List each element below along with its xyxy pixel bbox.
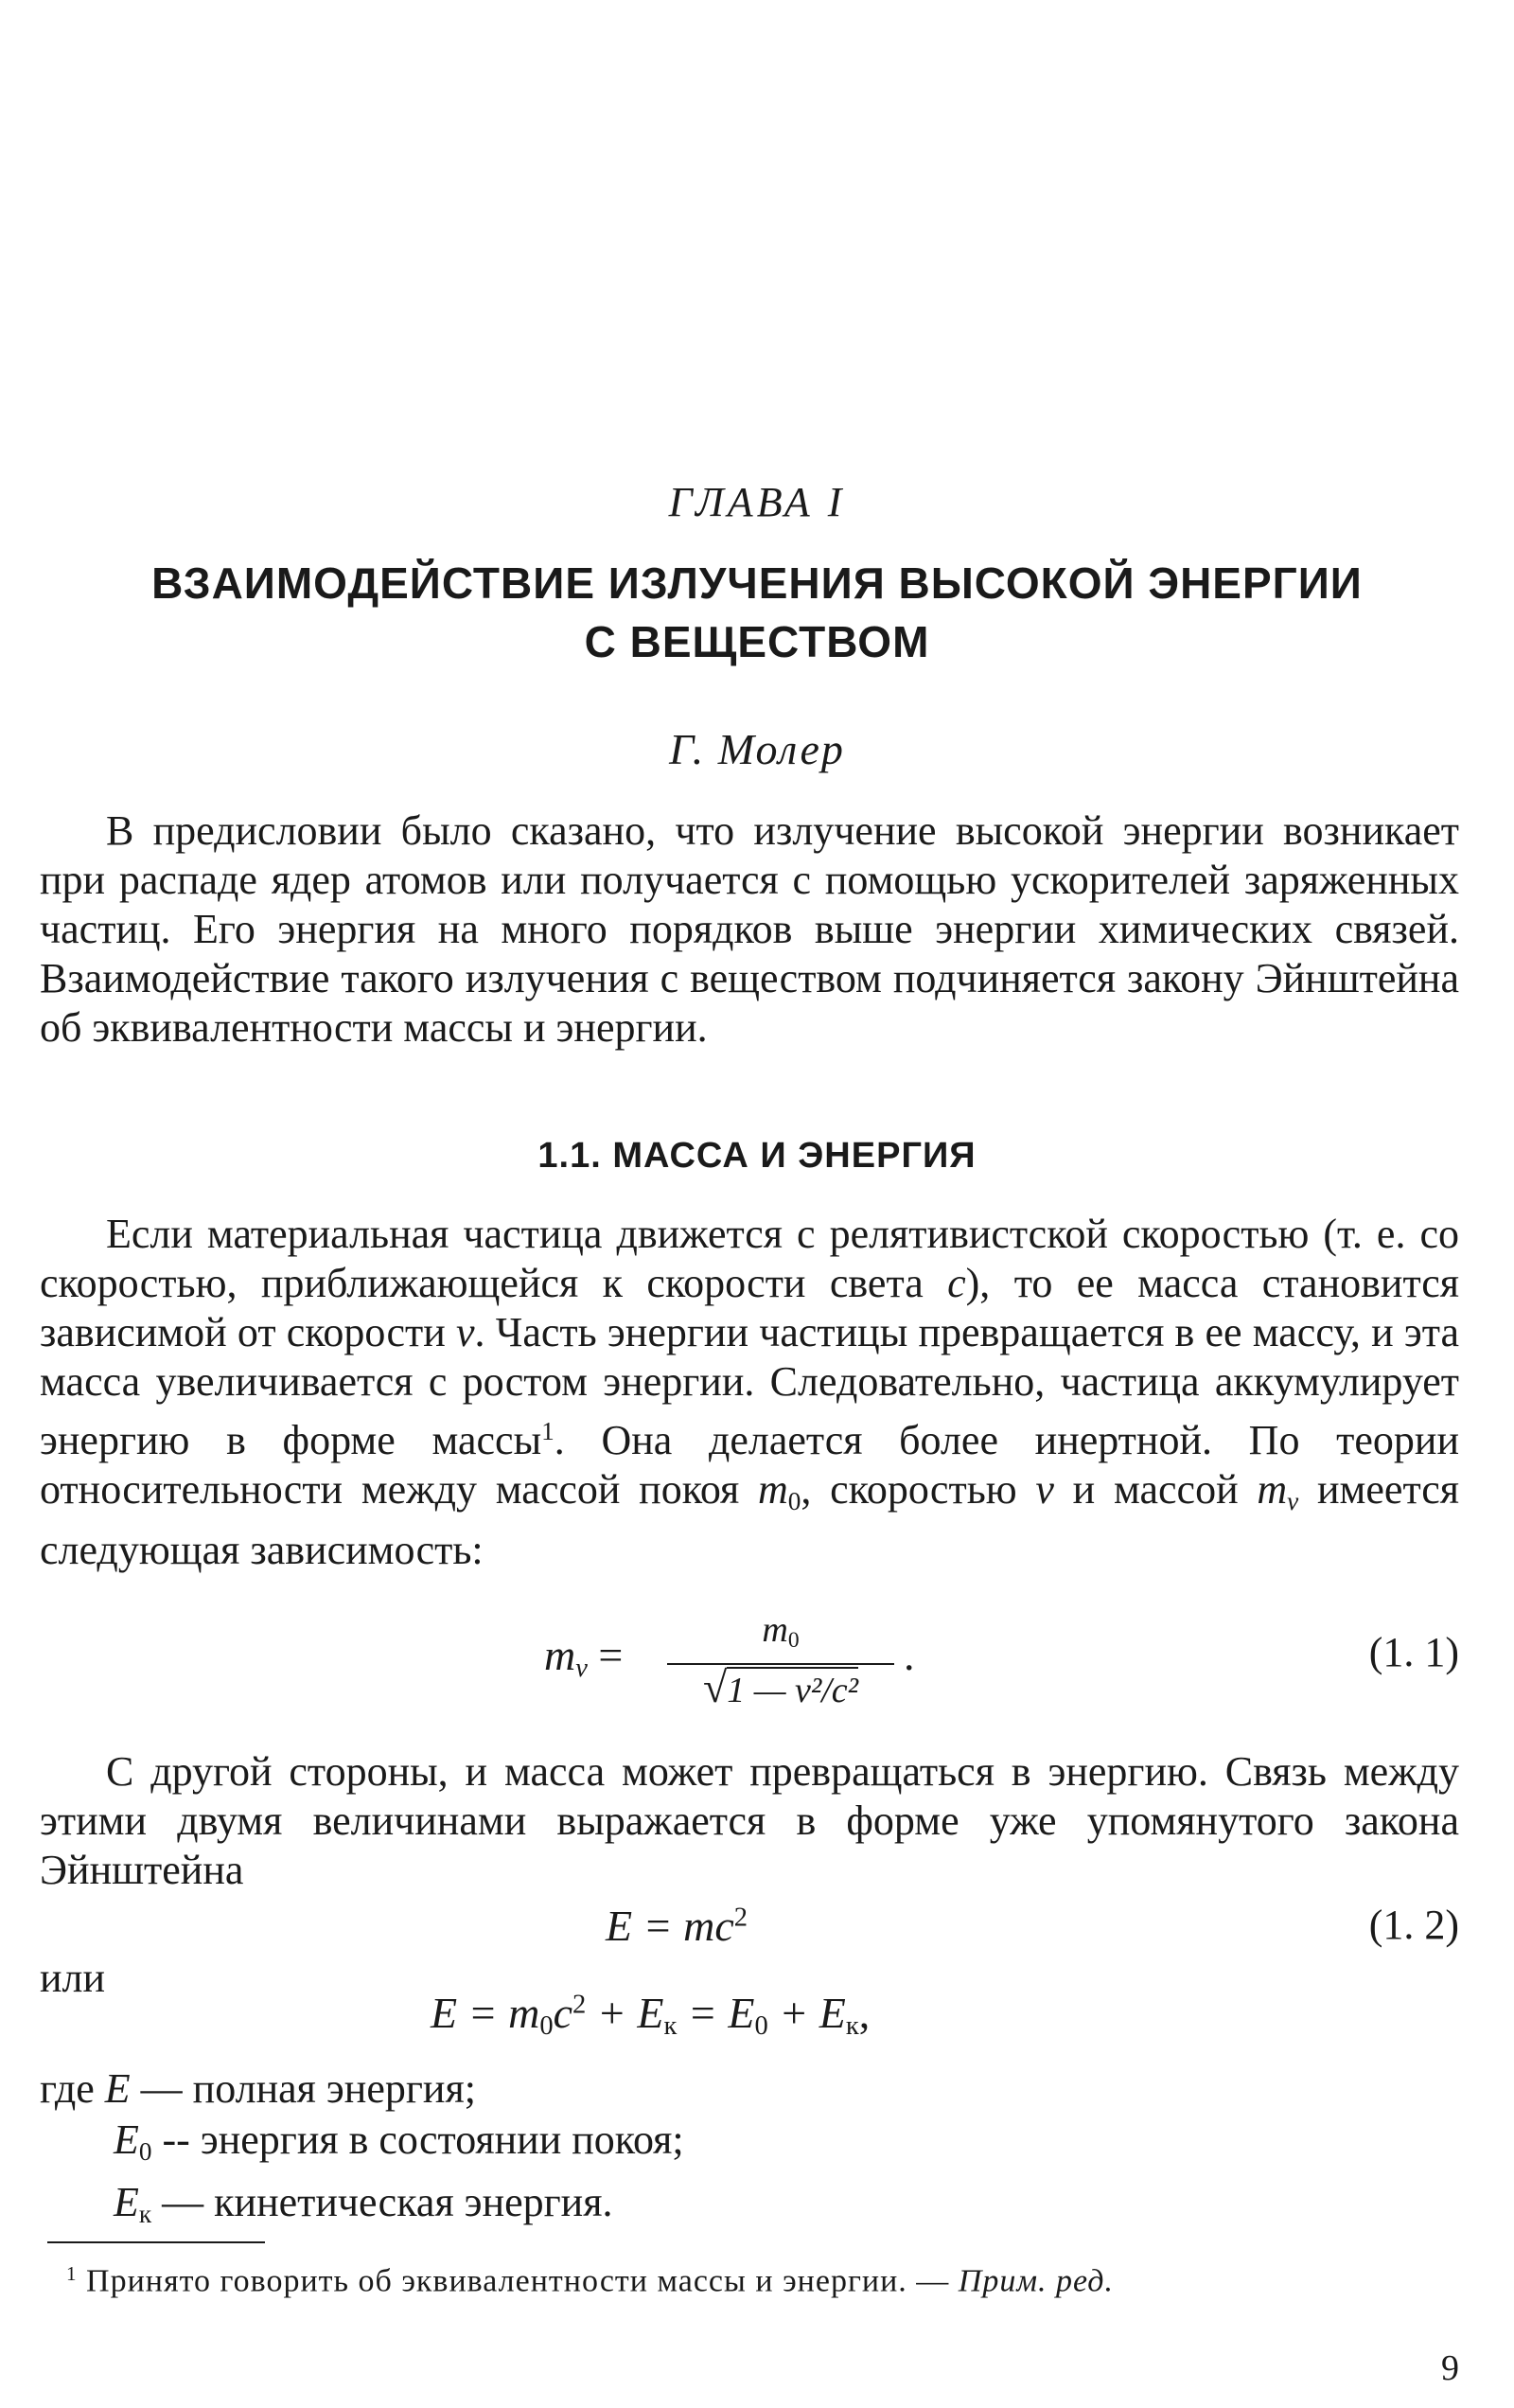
word-ili: или <box>40 1955 106 2001</box>
p2-text-h: имеется следующая зависимость: <box>40 1466 1459 1573</box>
footnote-text: Принято говорить об эквивалентности массы и энергии. — <box>77 2263 959 2299</box>
eq1-denominator <box>667 1662 894 1711</box>
author: Г. Молер <box>669 725 845 773</box>
equation-1-1-lhs <box>544 1630 623 1684</box>
definition-e0 <box>40 2115 684 2177</box>
paragraph-einstein: С другой стороны, и масса может превращаться в энергию. Связь между этими двумя величинами выражается в форме уже упомянутого закона Эйнштейна <box>40 1748 1459 1893</box>
eq3-d-sub: 0 <box>754 2011 768 2042</box>
def-r3-text: — кинетическая энергия. <box>151 2178 613 2225</box>
definition-e <box>40 2063 684 2115</box>
title-line-1: ВЗАИМОДЕЙСТВИЕ ИЗЛУЧЕНИЯ ВЫСОКОЙ ЭНЕРГИИ <box>151 558 1363 608</box>
p2-text-d: . Часть энергии частицы превращается в ее массу, и эта масса увеличивается с ростом энергии. Следовательно, частица аккумулирует энергию в форме массы <box>40 1309 1459 1463</box>
def-r2-text: -- энергия в состоянии покоя; <box>151 2116 684 2163</box>
chapter-label: ГЛАВА I <box>668 479 846 525</box>
section-heading: 1.1. МАССА И ЭНЕРГИЯ <box>537 1136 977 1176</box>
def-r3-sym: E <box>114 2178 139 2225</box>
footnote-note: Прим. ред. <box>958 2263 1114 2299</box>
fraction-bar <box>667 1663 894 1665</box>
symbol-m0-sub: 0 <box>787 1486 801 1515</box>
def-r2-sym: E <box>114 2116 139 2163</box>
eq1-num: m <box>762 1610 788 1650</box>
p2-text-b: ), то ее масса становится зависимой от скорости <box>40 1260 1459 1355</box>
title-line-2: С ВЕЩЕСТВОМ <box>584 617 930 666</box>
eq1-den: 1 — v²/c² <box>727 1667 858 1710</box>
eq3-c-sub: к <box>663 2011 678 2042</box>
p2-text-g: и массой <box>1053 1466 1258 1513</box>
equation-number-1-1: (1. 1) <box>1368 1629 1459 1675</box>
eq1-equals: = <box>587 1631 624 1679</box>
eq3-e-sub: к <box>845 2011 859 2042</box>
equation-total-energy <box>431 1988 870 2042</box>
symbol-c: c <box>947 1260 966 1306</box>
footnote-rule <box>47 2241 265 2243</box>
eq3-a-sub: 0 <box>539 2011 554 2042</box>
def-r2-sub: 0 <box>138 2136 152 2166</box>
symbol-v: v <box>456 1309 475 1355</box>
page-number: 9 <box>1441 2348 1459 2388</box>
symbol-mv: m <box>1257 1466 1288 1513</box>
footnote <box>66 2262 1114 2300</box>
definition-ek <box>40 2177 684 2240</box>
def-r1-text: — полная энергия; <box>130 2065 476 2112</box>
def-r3-sub: к <box>138 2199 152 2228</box>
def-r1-pre: где <box>40 2065 105 2112</box>
footnote-marker: 1 <box>541 1417 555 1445</box>
p2-text-a: Если материальная частица движется с релятивистской скоростью (т. е. со скоростью, приближающейся к скорости света <box>40 1211 1459 1306</box>
eq3-e: + E <box>767 1989 846 2037</box>
def-r1-sym: E <box>104 2065 131 2112</box>
eq1-numerator <box>667 1609 894 1661</box>
eq3-d: = E <box>677 1989 755 2037</box>
symbol-definitions <box>40 2063 684 2240</box>
eq3-b: c <box>553 1989 573 2037</box>
symbol-m0: m <box>758 1466 788 1513</box>
p2-text-e: . Она делается более инертной. По теории относительности между массой покоя <box>40 1417 1459 1513</box>
eq3-f: , <box>858 1989 871 2037</box>
eq3-a: E = m <box>431 1989 540 2037</box>
equation-1-1-fraction <box>667 1609 894 1711</box>
equation-1-2 <box>606 1901 748 1951</box>
chapter-title <box>0 554 1514 671</box>
intro-paragraph: В предисловии было сказано, что излучение высокой энергии возникает при распаде ядер атомов или получается с помощью ускорителей заряженных частиц. Его энергия на много порядков выше энергии химических связей. Взаимодействие такого излучения с веществом подчиняется закону Эйнштейна об эквивалентности массы и энергии. <box>40 807 1459 1051</box>
eq1-lhs-sub: v <box>575 1654 588 1684</box>
eq3-b-sup: 2 <box>572 1990 587 2020</box>
eq2-text: E = mc <box>606 1902 734 1950</box>
eq3-c: + E <box>586 1989 664 2037</box>
footnote-mark: 1 <box>66 2262 78 2285</box>
sqrt-sign: √ <box>702 1662 728 1711</box>
paragraph-mass-energy <box>40 1210 1459 1575</box>
equation-number-1-2: (1. 2) <box>1368 1902 1459 1948</box>
eq2-sup: 2 <box>733 1903 748 1933</box>
p2-text-f: , скоростью <box>801 1466 1036 1513</box>
symbol-v-2: v <box>1035 1466 1054 1513</box>
eq1-dot: . <box>904 1631 915 1679</box>
eq1-lhs: m <box>544 1631 576 1679</box>
symbol-mv-sub: v <box>1287 1486 1299 1515</box>
eq1-num-sub: 0 <box>787 1627 800 1653</box>
